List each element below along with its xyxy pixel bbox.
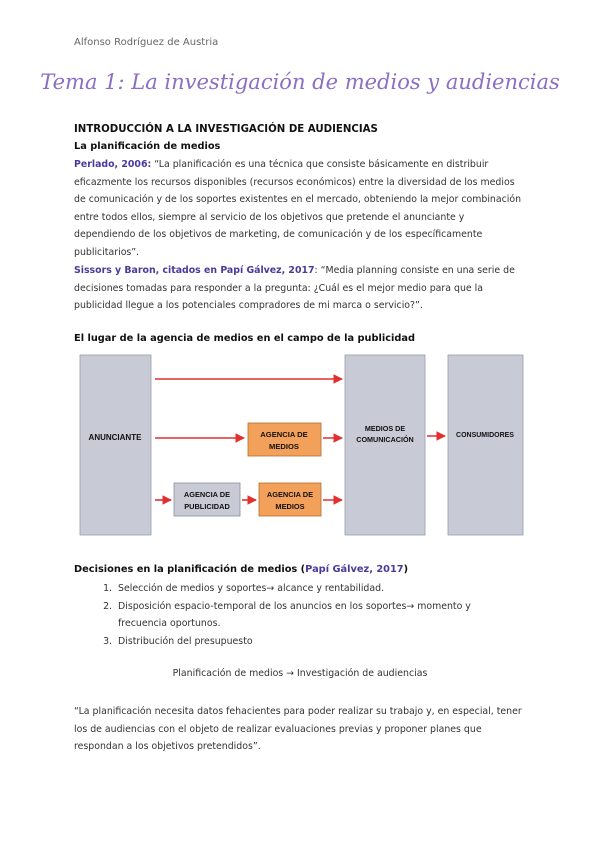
agencia-medios-2-label-b: MEDIOS — [275, 502, 305, 511]
page-title: Tema 1: La investigación de medios y audiencias — [40, 70, 560, 94]
closing-quote: “La planificación necesita datos fehacientes para poder realizar su trabajo y, en especial, tener los de audiencias con el objeto de realizar evaluaciones previas y proponer planes que respondan a los objetivos pretendidos”. — [74, 706, 522, 753]
agencia-medios-2-label-a: AGENCIA DE — [266, 490, 314, 499]
decisions-heading — [74, 564, 408, 575]
list-item: 1. Selección de medios y soportes→ alcance y rentabilidad. — [115, 580, 512, 598]
decisions-list — [92, 580, 512, 650]
agencia-publicidad-label-a: AGENCIA DE — [183, 490, 231, 499]
agencia-medios-box-1 — [248, 423, 321, 456]
citation-sissors: Sissors y Baron, citados en Papí Gálvez, 2017 — [74, 265, 315, 276]
decisions-heading-close: ) — [403, 564, 409, 575]
decisions-heading-text: Decisiones en la planificación de medios ( — [74, 564, 306, 575]
agencia-publicidad-label-b: PUBLICIDAD — [184, 502, 230, 511]
anunciante-box — [80, 355, 151, 535]
medios-label-1: MEDIOS DE — [364, 424, 406, 433]
subsection-heading: La planificación de medios — [74, 141, 221, 152]
anunciante-label: ANUNCIANTE — [88, 433, 142, 442]
agencia-publicidad-box — [174, 483, 240, 516]
medios-label-2: COMUNICACIÓN — [356, 435, 414, 444]
section-heading: INTRODUCCIÓN A LA INVESTIGACIÓN DE AUDIENCIAS — [74, 124, 378, 135]
consumidores-label: CONSUMIDORES — [456, 432, 514, 439]
consumidores-box — [448, 355, 523, 535]
citation-perlado: Perlado, 2006: — [74, 159, 152, 170]
quote-perlado-text: “La planificación es una técnica que consiste básicamente en distribuir eficazmente los recursos disponibles (recursos económicos) entre la diversidad de los medios de comunicación y de los soportes existentes en el mercado, obteniendo la mejor combinación entre todos ellos, siempre al servicio de los objetivos que pretende el anunciante y dependiendo de los objetivos de marketing, de comunicación y de los específicamente publicitarios”. — [74, 159, 522, 258]
list-item: 3. Distribución del presupuesto — [115, 633, 512, 651]
flow-line: Planificación de medios → Investigación de audiencias — [172, 668, 428, 679]
diagram-heading: El lugar de la agencia de medios en el campo de la publicidad — [74, 333, 415, 344]
author-header: Alfonso Rodríguez de Austria — [74, 37, 219, 48]
decisions-citation: Papí Gálvez, 2017 — [305, 564, 404, 575]
agencia-medios-box-2 — [259, 483, 321, 516]
agencia-medios-1-label-b: MEDIOS — [269, 442, 299, 451]
list-item: 2. Disposición espacio-temporal de los anuncios en los soportes→ momento y frecuencia oportunos. — [115, 598, 512, 633]
agencia-medios-1-label-a: AGENCIA DE — [260, 430, 308, 439]
quote-sissors-text: : “Media planning consiste en una serie de decisiones tomadas para responder a la pregunta: ¿Cuál es el mejor medio para que la publicidad llegue a los potenciales compradores de mi marca o servicio?”. — [74, 265, 515, 312]
medios-comunicacion-box — [345, 355, 425, 535]
